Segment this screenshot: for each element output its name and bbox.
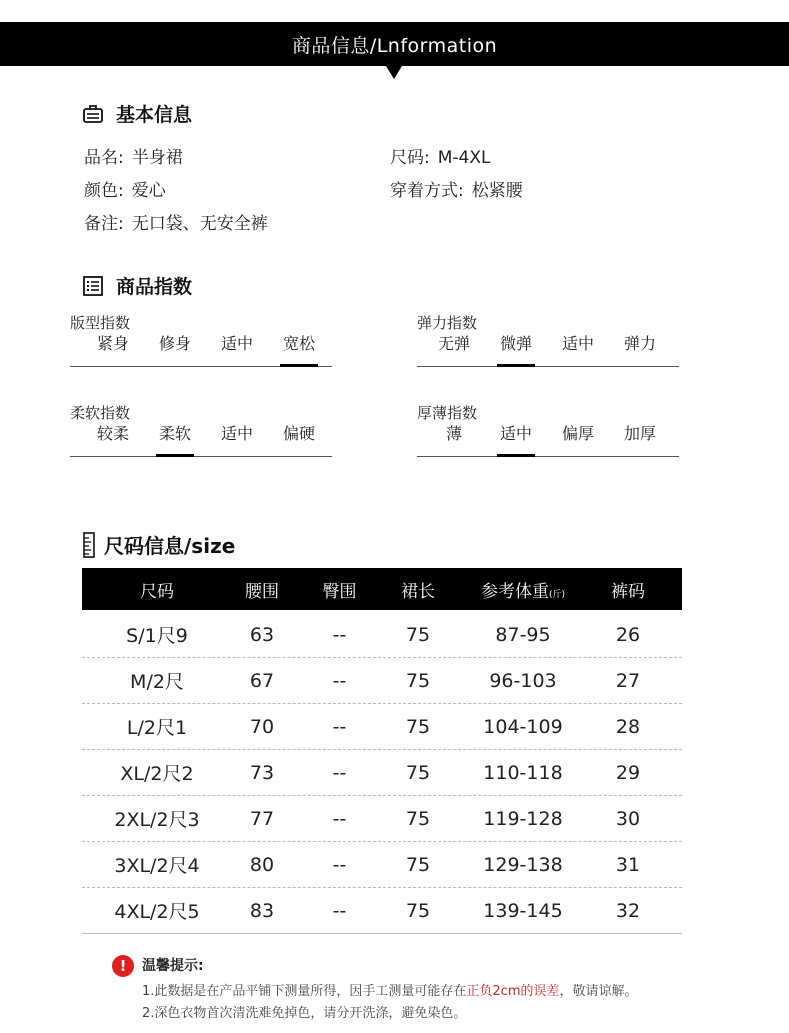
cell-hip: --	[332, 623, 347, 646]
table-row	[82, 796, 682, 842]
exclamation-icon: !	[112, 955, 134, 977]
cell-length: 75	[405, 899, 431, 922]
info-size-label: 尺码:	[390, 148, 430, 168]
index-option-selected: 适中	[485, 421, 547, 456]
indices-heading	[82, 272, 192, 299]
cell-hip: --	[332, 807, 347, 830]
cell-length: 75	[405, 669, 431, 692]
index-option: 偏硬	[282, 424, 315, 443]
table-row	[82, 704, 682, 750]
index-option: 修身	[158, 334, 191, 353]
index-scale-3	[417, 421, 679, 457]
cell-weight: 119-128	[483, 807, 563, 830]
index-option: 薄	[445, 424, 462, 443]
cell-waist: 80	[249, 853, 275, 876]
index-option: 无弹	[437, 334, 470, 353]
index-scale-0	[70, 331, 332, 367]
cell-pants-size: 28	[615, 715, 641, 738]
section-banner	[0, 22, 789, 66]
info-color-label: 颜色:	[84, 181, 124, 201]
index-option: 加厚	[623, 424, 656, 443]
cell-hip: --	[332, 899, 347, 922]
index-option: 紧身	[96, 334, 129, 353]
cell-size: M/2尺	[130, 671, 184, 693]
size-info-title: 尺码信息/size	[104, 534, 236, 558]
index-option-selected: 柔软	[144, 421, 206, 456]
cell-waist: 83	[249, 899, 275, 922]
info-size-value: M-4XL	[437, 148, 491, 168]
cell-pants-size: 27	[615, 669, 641, 692]
cell-size: 3XL/2尺4	[114, 855, 200, 877]
cell-weight: 129-138	[483, 853, 563, 876]
info-color	[84, 176, 166, 201]
index-option-selected: 微弹	[485, 331, 547, 366]
col-hip: 臀围	[322, 581, 357, 602]
info-note-value: 无口袋、无安全裤	[131, 214, 268, 234]
cell-pants-size: 26	[615, 623, 641, 646]
col-pants-size: 裤码	[611, 581, 645, 602]
tips-title: 温馨提示:	[142, 958, 204, 974]
cell-pants-size: 31	[615, 853, 641, 876]
cell-waist: 70	[249, 715, 275, 738]
ruler-icon	[82, 532, 96, 558]
tips-line-2: 2.深色衣物首次清洗难免掉色，请分开洗涤，避免染色。	[142, 1006, 467, 1021]
cell-waist: 73	[249, 761, 275, 784]
table-row	[82, 842, 682, 888]
info-wear-label: 穿着方式:	[390, 181, 464, 201]
cell-waist: 67	[249, 669, 275, 692]
index-title-0: 版型指数	[70, 314, 131, 332]
info-note-label: 备注:	[84, 214, 124, 234]
info-wear-value: 松紧腰	[471, 181, 523, 201]
info-size	[390, 143, 490, 168]
cell-length: 75	[405, 807, 431, 830]
cell-hip: --	[332, 853, 347, 876]
cell-size: S/1尺9	[126, 625, 188, 647]
cell-hip: --	[332, 715, 347, 738]
index-title-2: 柔软指数	[70, 404, 131, 422]
cell-weight: 96-103	[489, 669, 557, 692]
cell-pants-size: 29	[615, 761, 641, 784]
cell-size: XL/2尺2	[120, 763, 194, 785]
col-weight-unit: (斤)	[548, 589, 566, 600]
info-name-value: 半身裙	[131, 148, 183, 168]
cell-weight: 110-118	[483, 761, 563, 784]
cell-weight: 87-95	[495, 623, 551, 646]
col-weight-label: 参考体重	[480, 581, 549, 602]
cell-weight: 104-109	[483, 715, 563, 738]
banner-arrow	[386, 66, 402, 79]
basic-info-title: 基本信息	[116, 104, 193, 126]
index-scale-2	[70, 421, 332, 457]
index-title-1: 弹力指数	[417, 314, 478, 332]
cell-hip: --	[332, 669, 347, 692]
cell-pants-size: 30	[615, 807, 641, 830]
cell-length: 75	[405, 853, 431, 876]
tips-line-1-pre: 1.此数据是在产品平铺下测量所得，因手工测量可能存在	[142, 984, 467, 999]
list-icon	[82, 275, 104, 297]
index-option: 适中	[220, 424, 253, 443]
tips-line-1	[142, 980, 638, 999]
col-size: 尺码	[140, 581, 174, 602]
cell-size: L/2尺1	[126, 717, 188, 739]
cell-length: 75	[405, 623, 431, 646]
info-name-label: 品名:	[84, 148, 124, 168]
cell-pants-size: 32	[615, 899, 641, 922]
info-wear	[390, 176, 523, 201]
cell-hip: --	[332, 761, 347, 784]
index-option: 较柔	[96, 424, 129, 443]
col-waist: 腰围	[245, 581, 279, 602]
cell-weight: 139-145	[483, 899, 563, 922]
table-row	[82, 658, 682, 704]
cell-length: 75	[405, 715, 431, 738]
table-row	[82, 750, 682, 796]
size-info-heading	[82, 530, 235, 559]
cell-length: 75	[405, 761, 431, 784]
info-name	[84, 143, 183, 168]
table-row	[82, 612, 682, 658]
table-row	[82, 888, 682, 934]
tips-line-1-post: ，敬请谅解。	[559, 984, 638, 999]
cell-size: 4XL/2尺5	[114, 901, 200, 923]
basic-info-heading	[82, 100, 192, 127]
index-option-selected: 宽松	[268, 331, 330, 366]
cell-waist: 77	[249, 807, 275, 830]
tips-line-1-highlight: 正负2cm的误差	[466, 984, 560, 999]
index-option: 适中	[220, 334, 253, 353]
col-length: 裙长	[401, 581, 435, 602]
banner-title: 商品信息/Lnformation	[291, 34, 498, 57]
info-color-value: 爱心	[131, 181, 166, 201]
info-note	[84, 209, 268, 234]
index-option: 适中	[561, 334, 594, 353]
index-title-3: 厚薄指数	[417, 404, 478, 422]
size-table-header	[82, 568, 682, 610]
cell-size: 2XL/2尺3	[114, 809, 200, 831]
indices-title: 商品指数	[116, 276, 193, 298]
index-option: 弹力	[623, 334, 656, 353]
briefcase-icon	[82, 103, 104, 125]
cell-waist: 63	[249, 623, 275, 646]
index-option: 偏厚	[561, 424, 594, 443]
col-weight	[449, 577, 597, 602]
index-scale-1	[417, 331, 679, 367]
